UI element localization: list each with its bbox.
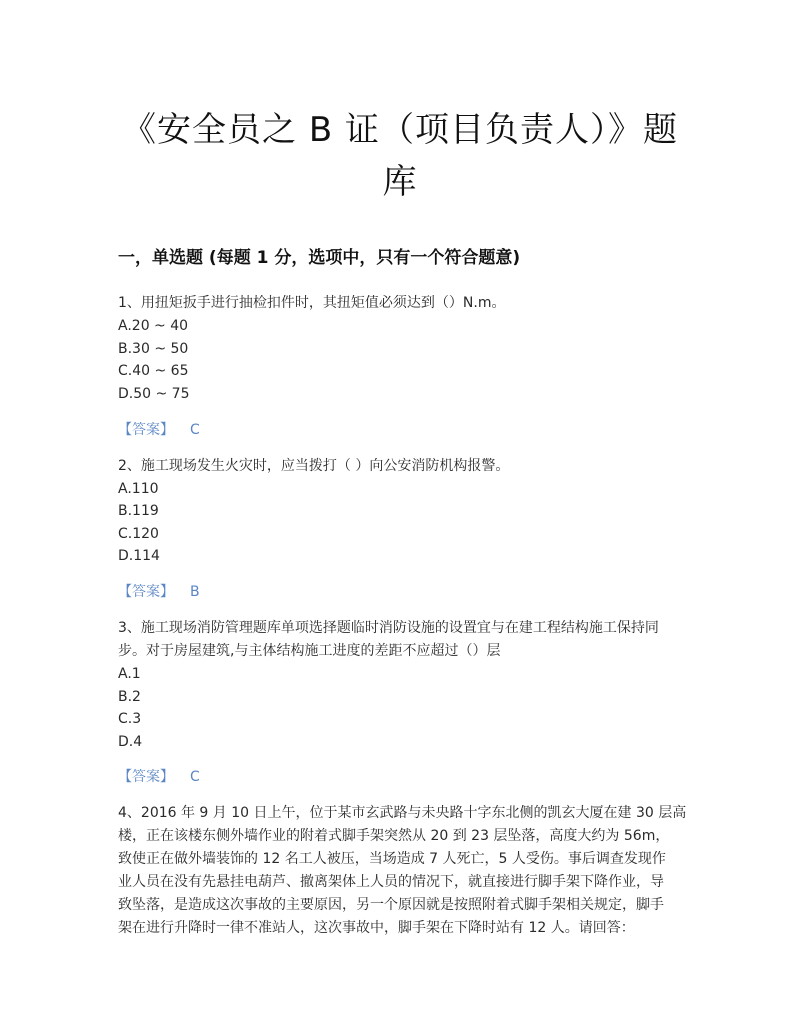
question-1-answer — [118, 419, 200, 441]
title-line-1: 《安全员之 B 证（项目负责人）》题 — [122, 110, 678, 150]
answer-label: 【答案】 — [118, 422, 174, 438]
question-4-line-1: 4、2016 年 9 月 10 日上午，位于某市玄武路与未央路十字东北侧的凯玄大厦在建 30 层高 — [118, 805, 687, 821]
question-1-stem: 1、用扭矩扳手进行抽检扣件时，其扭矩值必须达到（）N.m。 — [118, 295, 506, 311]
question-1-option-d: D.50 ~ 75 — [118, 386, 190, 402]
question-1-option-a: A.20 ~ 40 — [118, 318, 189, 334]
question-3-stem-line-2: 步。对于房屋建筑,与主体结构施工进度的差距不应超过（）层 — [118, 643, 501, 659]
answer-label: 【答案】 — [118, 584, 174, 600]
title-line-2: 库 — [382, 162, 418, 202]
question-4-line-4: 业人员在没有先悬挂电葫芦、撤离架体上人员的情况下，就直接进行脚手架下降作业，导 — [118, 874, 664, 890]
question-4-stem — [118, 802, 687, 940]
question-1-option-b: B.30 ~ 50 — [118, 341, 189, 357]
question-2-answer — [118, 581, 200, 603]
question-3-option-c: C.3 — [118, 711, 142, 727]
question-3-option-d: D.4 — [118, 734, 143, 750]
section-heading: 一，单选题 (每题 1 分，选项中，只有一个符合题意) — [118, 248, 521, 268]
answer-value: C — [190, 422, 200, 438]
question-2-option-d: D.114 — [118, 548, 160, 564]
question-1-option-c: C.40 ~ 65 — [118, 363, 189, 379]
question-2-stem: 2、施工现场发生火灾时，应当拨打（ ）向公安消防机构报警。 — [118, 458, 510, 474]
question-3-option-a: A.1 — [118, 666, 141, 682]
question-3-stem-line-1: 3、施工现场消防管理题库单项选择题临时消防设施的设置宜与在建工程结构施工保持同 — [118, 620, 659, 636]
answer-label: 【答案】 — [118, 769, 174, 785]
question-2-option-a: A.110 — [118, 481, 159, 497]
answer-value: B — [190, 584, 200, 600]
question-4-line-5: 致坠落，是造成这次事故的主要原因，另一个原因就是按照附着式脚手架相关规定，脚手 — [118, 897, 664, 913]
question-4-line-3: 致使正在做外墙装饰的 12 名工人被压，当场造成 7 人死亡，5 人受伤。事后调查发现作 — [118, 851, 666, 867]
question-4-line-6: 架在进行升降时一律不准站人，这次事故中，脚手架在下降时站有 12 人。请回答： — [118, 920, 635, 936]
question-3-option-b: B.2 — [118, 689, 141, 705]
document-title — [110, 104, 690, 208]
question-2-option-b: B.119 — [118, 503, 159, 519]
answer-value: C — [190, 769, 200, 785]
question-4-line-2: 楼，正在该楼东侧外墙作业的附着式脚手架突然从 20 到 23 层坠落，高度大约为 56m， — [118, 828, 670, 844]
question-2-option-c: C.120 — [118, 526, 159, 542]
question-3-answer — [118, 766, 200, 788]
